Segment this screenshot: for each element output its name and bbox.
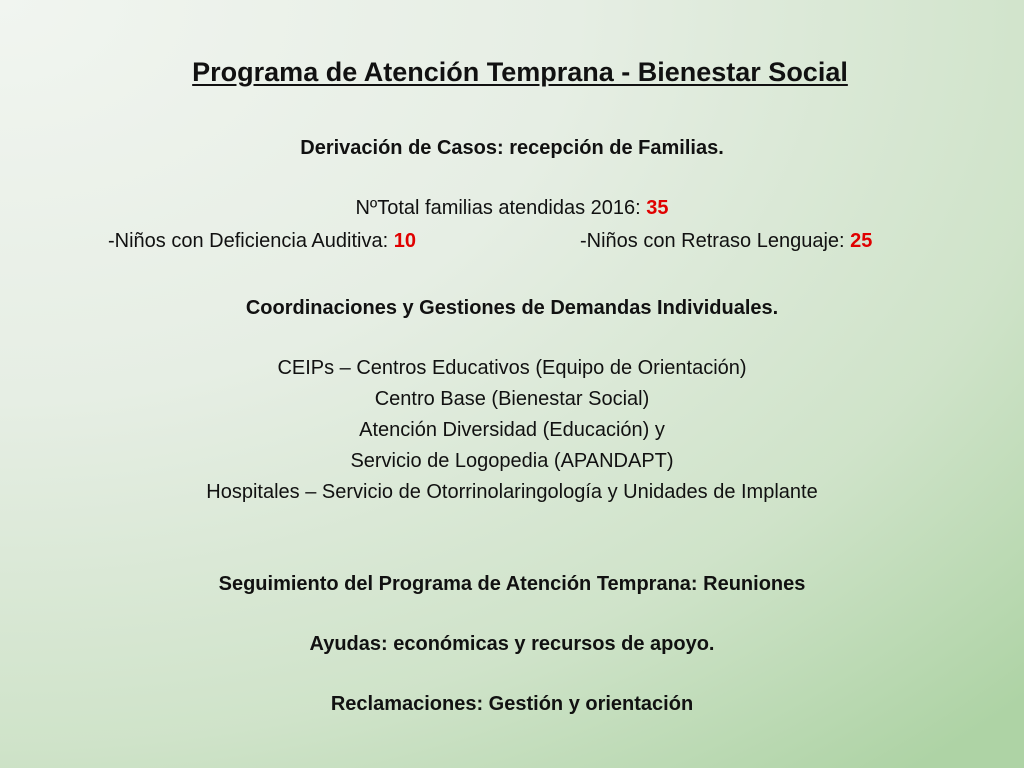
reclamaciones-heading: Reclamaciones: Gestión y orientación [330,693,694,715]
lenguaje-value: 25 [850,230,873,252]
auditiva-value: 10 [393,230,416,252]
coordinacion-item: Centro Base (Bienestar Social) [374,388,650,410]
derivacion-heading: Derivación de Casos: recepción de Familias. [300,137,724,159]
total-familias [0,196,1024,220]
slide-title: Programa de Atención Temprana - Bienestar Social [192,57,848,87]
total-familias-label: NºTotal familias atendidas 2016: [355,197,647,219]
coordinacion-item: CEIPs – Centros Educativos (Equipo de Orientación) [277,357,747,379]
coordinacion-item: Servicio de Logopedia (APANDAPT) [350,450,674,472]
coordinacion-item: Hospitales – Servicio de Otorrinolaringología y Unidades de Implante [206,481,818,503]
lenguaje-label: -Niños con Retraso Lenguaje: [580,230,851,252]
coordinacion-item: Atención Diversidad (Educación) y [359,419,665,441]
auditiva-label: -Niños con Deficiencia Auditiva: [108,230,394,252]
seguimiento-heading: Seguimiento del Programa de Atención Temprana: Reuniones [218,573,806,595]
coordinaciones-heading: Coordinaciones y Gestiones de Demandas Individuales. [245,297,779,319]
auditiva-count [108,229,416,253]
ayudas-heading: Ayudas: económicas y recursos de apoyo. [309,633,715,655]
lenguaje-count [580,229,872,253]
total-familias-value: 35 [646,197,669,219]
